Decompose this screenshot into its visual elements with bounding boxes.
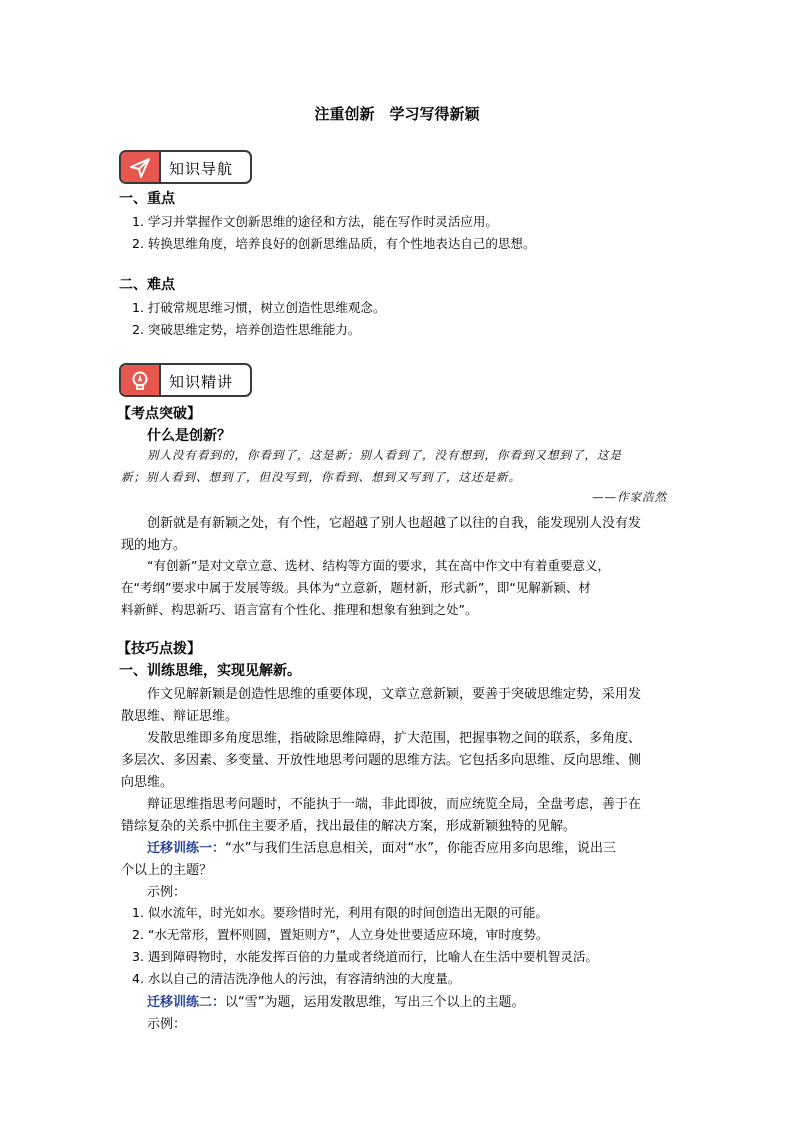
technique-heading: 一、训练思维，实现见解新。	[119, 663, 301, 679]
list-item: 2. “水无常形，置杯则圆，置矩则方”，人立身处世要适应环境，审时度势。	[132, 927, 549, 942]
section-heading-key-points: 一、重点	[119, 191, 175, 207]
exercise-two-label: 迁移训练二：	[147, 995, 226, 1010]
exercise-two-text: 以“雪”为题，运用发散思维，写出三个以上的主题。	[225, 995, 525, 1010]
paragraph-line: 创新就是有新颖之处，有个性，它超越了别人也超越了以往的自我，能发现别人没有发	[147, 516, 642, 531]
exercise-one-label: 迁移训练一：	[147, 841, 226, 856]
list-item: 3. 遇到障碍物时，水能发挥百倍的力量或者绕道而行，比喻人在生活中要机智灵活。	[132, 949, 598, 964]
list-item: 2. 转换思维角度，培养良好的创新思维品质，有个性地表达自己的思想。	[132, 236, 536, 251]
paragraph-line: 现的地方。	[121, 538, 187, 553]
section-heading-difficulties: 二、难点	[119, 277, 175, 293]
quote-line: 别人没有看到的，你看到了，这是新；别人看到了，没有想到，你看到又想到了，这是	[147, 448, 622, 462]
paragraph-line: 料新鲜、构思新巧、语言富有个性化、推理和想象有独到之处”。	[121, 602, 478, 617]
technique-tag: 【技巧点拨】	[117, 641, 201, 657]
paragraph-line: “有创新”是对文章立意、选材、结构等方面的要求，其在高中作文中有着重要意义，	[147, 558, 610, 573]
exam-point-tag: 【考点突破】	[117, 406, 201, 422]
paragraph-line: 个以上的主题？	[121, 863, 213, 878]
paragraph-line: 辩证思维指思考问题时，不能执于一端，非此即彼，而应统览全局，全盘考虑，善于在	[147, 797, 642, 812]
quote-author: ——作家浩然	[592, 490, 667, 504]
list-item: 2. 突破思维定势，培养创造性思维能力。	[132, 322, 361, 337]
lightbulb-icon	[121, 365, 161, 395]
exercise-one	[147, 837, 616, 856]
list-item: 1. 似水流年，时光如水。要珍惜时光，利用有限的时间创造出无限的可能。	[132, 905, 548, 920]
list-item: 1. 打破常规思维习惯，树立创造性思维观念。	[132, 300, 386, 315]
paragraph-line: 错综复杂的关系中抓住主要矛盾，找出最佳的解决方案，形成新颖独特的见解。	[121, 819, 577, 834]
knowledge-nav-badge	[119, 150, 252, 184]
exercise-two	[147, 991, 525, 1010]
example-label: 示例：	[147, 885, 187, 900]
badge-label: 知识导航	[169, 160, 234, 178]
question-heading: 什么是创新？	[147, 428, 231, 444]
exercise-one-text: “水”与我们生活息息相关，面对“水”，你能否应用多向思维，说出三	[225, 841, 616, 856]
badge-label: 知识精讲	[169, 373, 234, 391]
paragraph-line: 作文见解新颖是创造性思维的重要体现，文章立意新颖，要善于突破思维定势，采用发	[147, 687, 642, 702]
list-item: 1. 学习并掌握作文创新思维的途径和方法，能在写作时灵活应用。	[132, 214, 498, 229]
knowledge-explain-badge	[119, 363, 252, 397]
example-label: 示例：	[147, 1017, 187, 1032]
quote-line: 新；别人看到、想到了，但没写到，你看到、想到又写到了，这还是新。	[121, 470, 521, 484]
paragraph-line: 发散思维即多角度思维，指破除思维障碍，扩大范围，把握事物之间的联系，多角度、	[147, 731, 642, 746]
paper-plane-icon	[121, 152, 161, 182]
paragraph-line: 在“考纲”要求中属于发展等级。具体为“立意新，题材新，形式新”，即“见解新颖、材	[121, 580, 591, 595]
paragraph-line: 多层次、多因素、多变量、开放性地思考问题的思维方法。它包括多向思维、反向思维、侧	[121, 753, 642, 768]
list-item: 4. 水以自己的清洁洗净他人的污浊，有容清纳浊的大度量。	[132, 971, 461, 986]
paragraph-line: 向思维。	[121, 775, 174, 790]
paragraph-line: 散思维、辩证思维。	[121, 709, 239, 724]
page-title: 注重创新 学习写得新颖	[314, 105, 480, 123]
